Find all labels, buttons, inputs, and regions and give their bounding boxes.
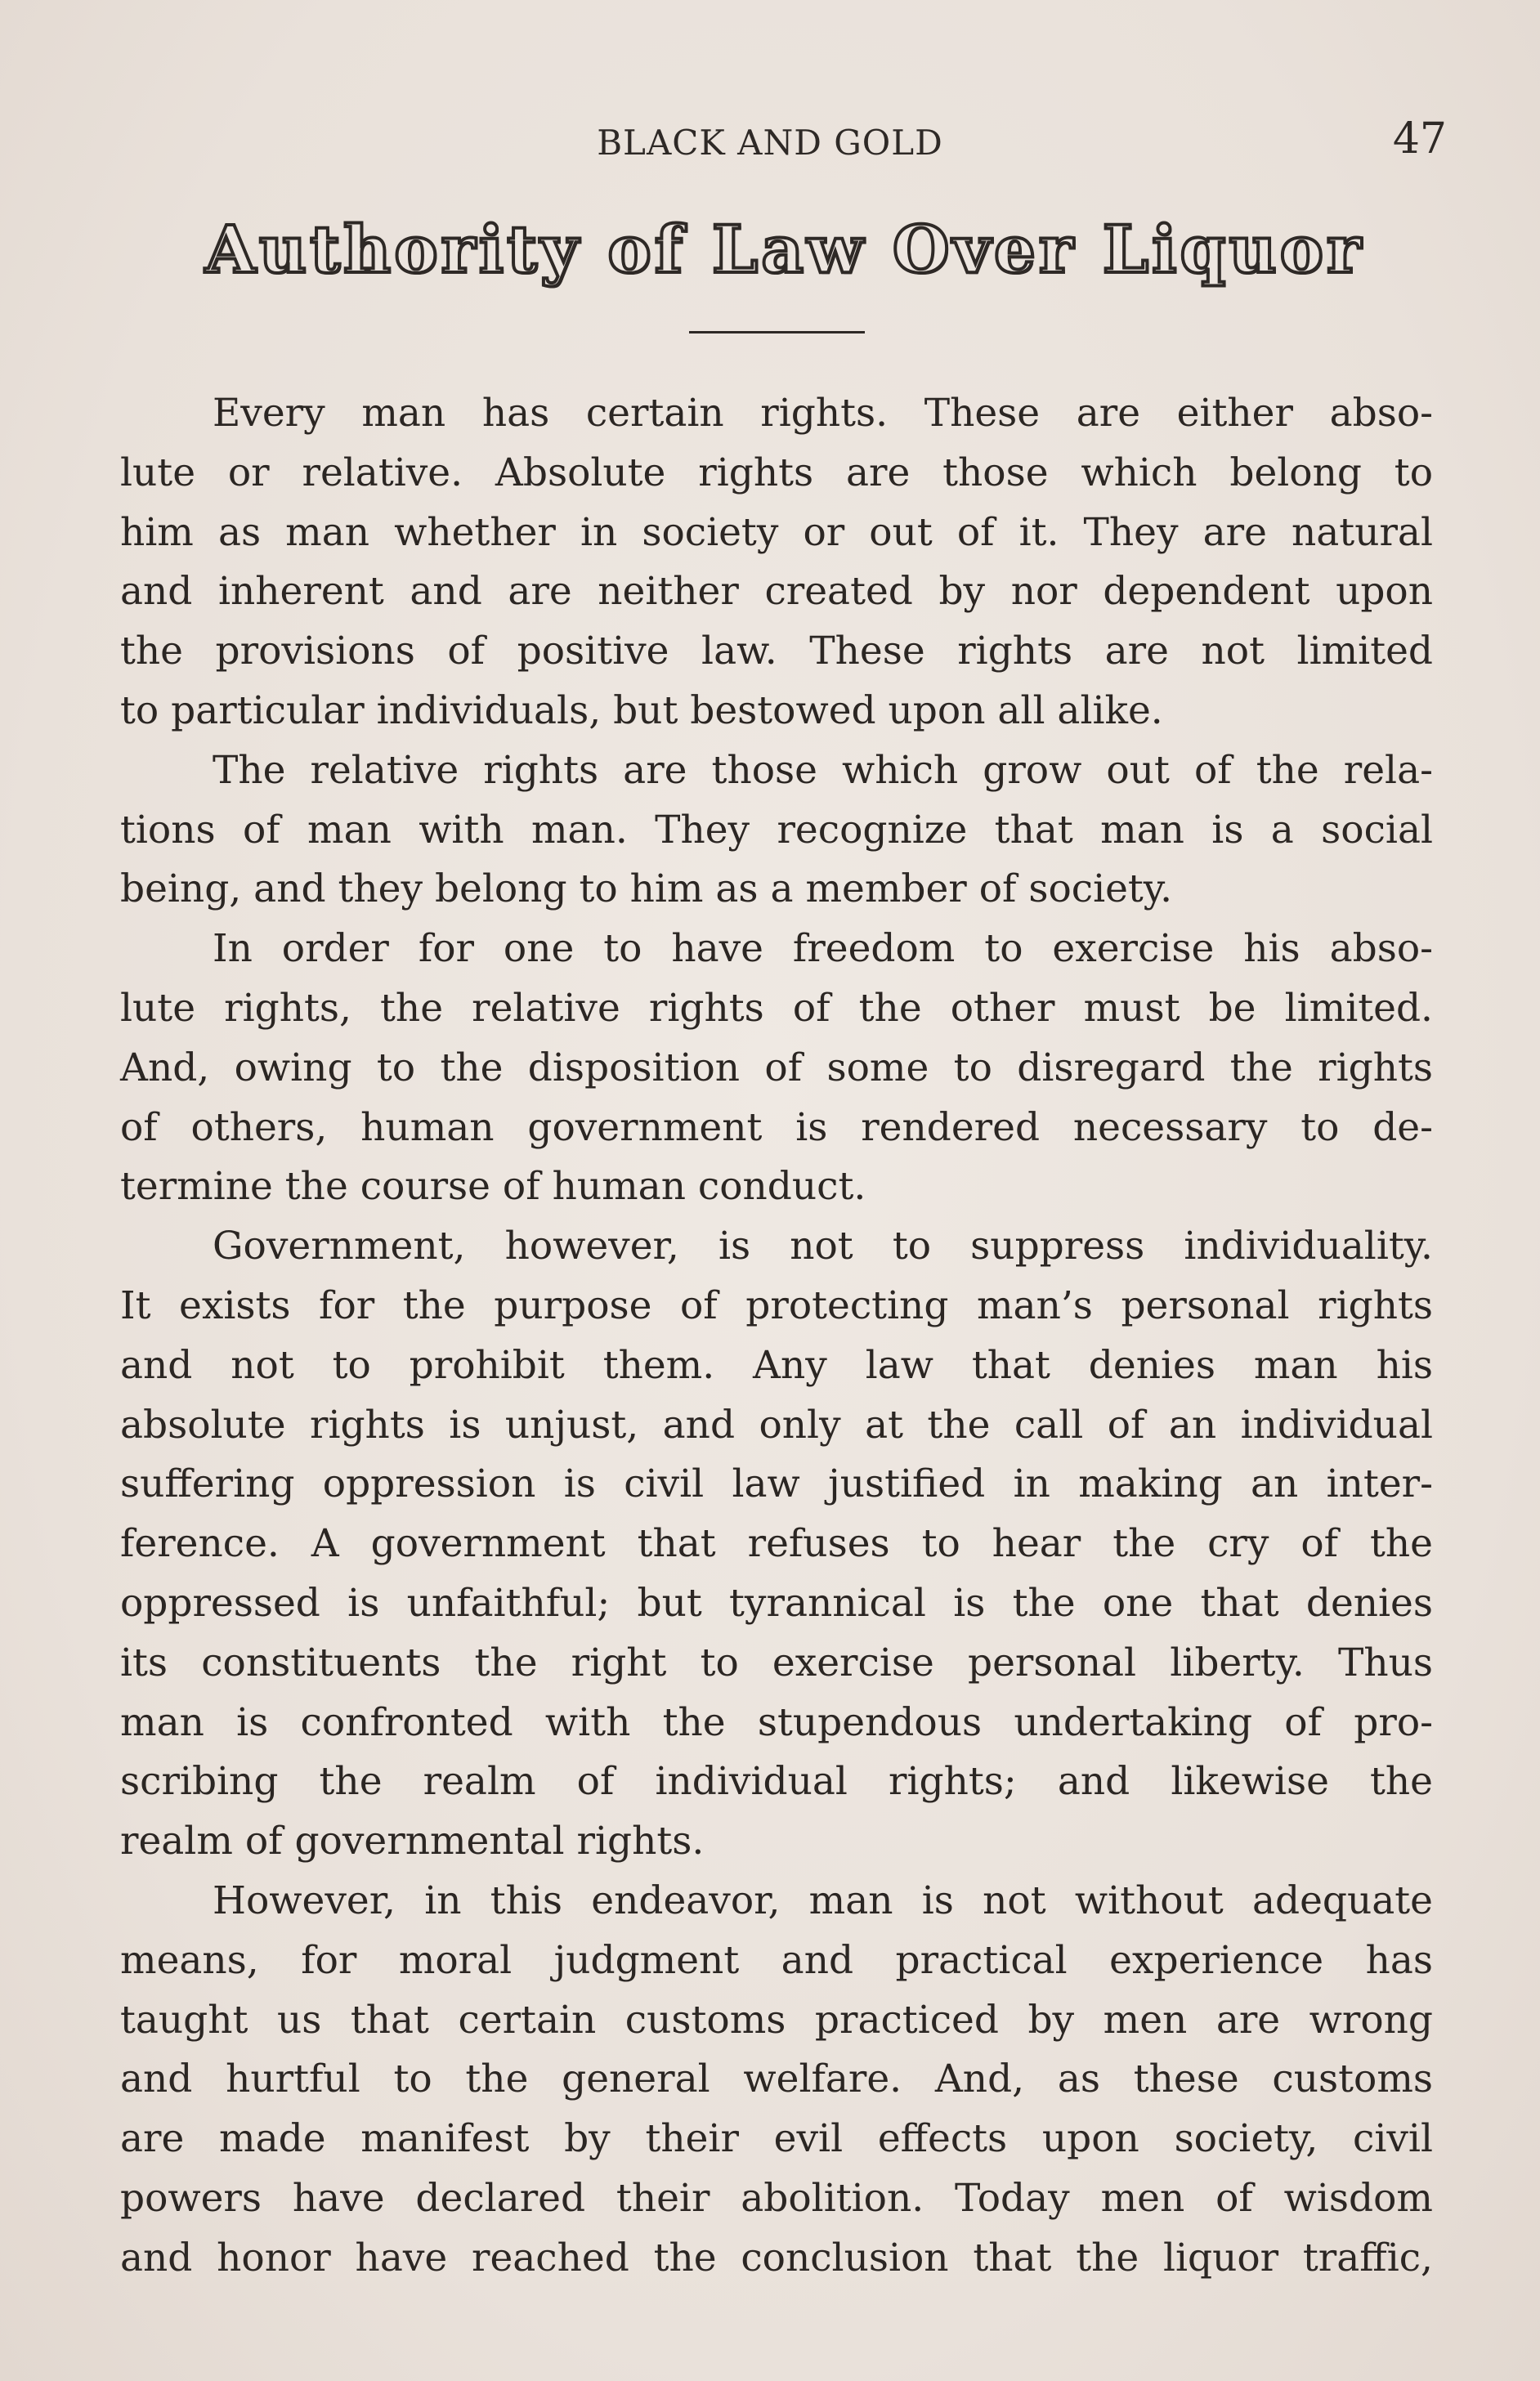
body-paragraph [120, 1217, 1433, 1872]
text-line: and not to prohibit them. Any law that denies man his [120, 1342, 1433, 1388]
text-line: being, and they belong to him as a member of society. [120, 866, 1173, 912]
text-line: taught us that certain customs practiced by men are wrong [120, 1997, 1433, 2043]
running-head: BLACK AND GOLD [597, 123, 943, 163]
article-body [120, 384, 1433, 2289]
text-line: suffering oppression is civil law justified in making an inter- [120, 1461, 1433, 1507]
text-line: means, for moral judgment and practical experience has [120, 1937, 1433, 1983]
page-number: 47 [1392, 114, 1447, 163]
text-line: And, owing to the disposition of some to disregard the rights [120, 1045, 1433, 1090]
text-line: are made manifest by their evil effects upon society, civil [120, 2116, 1433, 2162]
article-title: Authority of Law Over Liquor [204, 211, 1365, 288]
text-line: its constituents the right to exercise personal liberty. Thus [120, 1640, 1433, 1685]
text-line: Every man has certain rights. These are either abso- [213, 391, 1433, 436]
body-paragraph [120, 741, 1433, 920]
text-line: absolute rights is unjust, and only at the call of an individual [120, 1402, 1433, 1448]
text-line: tions of man with man. They recognize that man is a social [120, 807, 1433, 853]
text-line: realm of governmental rights. [120, 1819, 705, 1864]
body-paragraph [120, 920, 1433, 1217]
text-line: The relative rights are those which grow out of the rela- [213, 747, 1433, 793]
text-line: to particular individuals, but bestowed upon all alike. [120, 687, 1163, 733]
text-line: and inherent and are neither created by nor dependent upon [120, 569, 1433, 615]
text-line: powers have declared their abolition. Today men of wisdom [120, 2175, 1433, 2221]
title-divider [689, 331, 865, 333]
text-line: and hurtful to the general welfare. And, as these customs [120, 2057, 1433, 2102]
text-line: man is confronted with the stupendous undertaking of pro- [120, 1699, 1433, 1745]
text-line: However, in this endeavor, man is not without adequate [213, 1877, 1433, 1923]
body-paragraph [120, 384, 1433, 741]
text-line: him as man whether in society or out of it. They are natural [120, 509, 1433, 555]
text-line: oppressed is unfaithful; but tyrannical is the one that denies [120, 1580, 1433, 1626]
text-line: It exists for the purpose of protecting man’s personal rights [120, 1282, 1433, 1328]
text-line: ference. A government that refuses to hear the cry of the [120, 1521, 1433, 1567]
text-line: the provisions of positive law. These rights are not limited [120, 629, 1433, 674]
text-line: and honor have reached the conclusion that the liquor traffic, [120, 2235, 1433, 2280]
body-paragraph [120, 1872, 1433, 2289]
text-line: lute rights, the relative rights of the other must be limited. [120, 985, 1433, 1031]
text-line: of others, human government is rendered necessary to de- [120, 1104, 1433, 1150]
text-line: Government, however, is not to suppress individuality. [213, 1224, 1433, 1269]
text-line: scribing the realm of individual rights; and likewise the [120, 1759, 1433, 1805]
text-line: termine the course of human conduct. [120, 1164, 866, 1210]
text-line: In order for one to have freedom to exercise his abso- [213, 926, 1433, 972]
text-line: lute or relative. Absolute rights are those which belong to [120, 450, 1433, 495]
